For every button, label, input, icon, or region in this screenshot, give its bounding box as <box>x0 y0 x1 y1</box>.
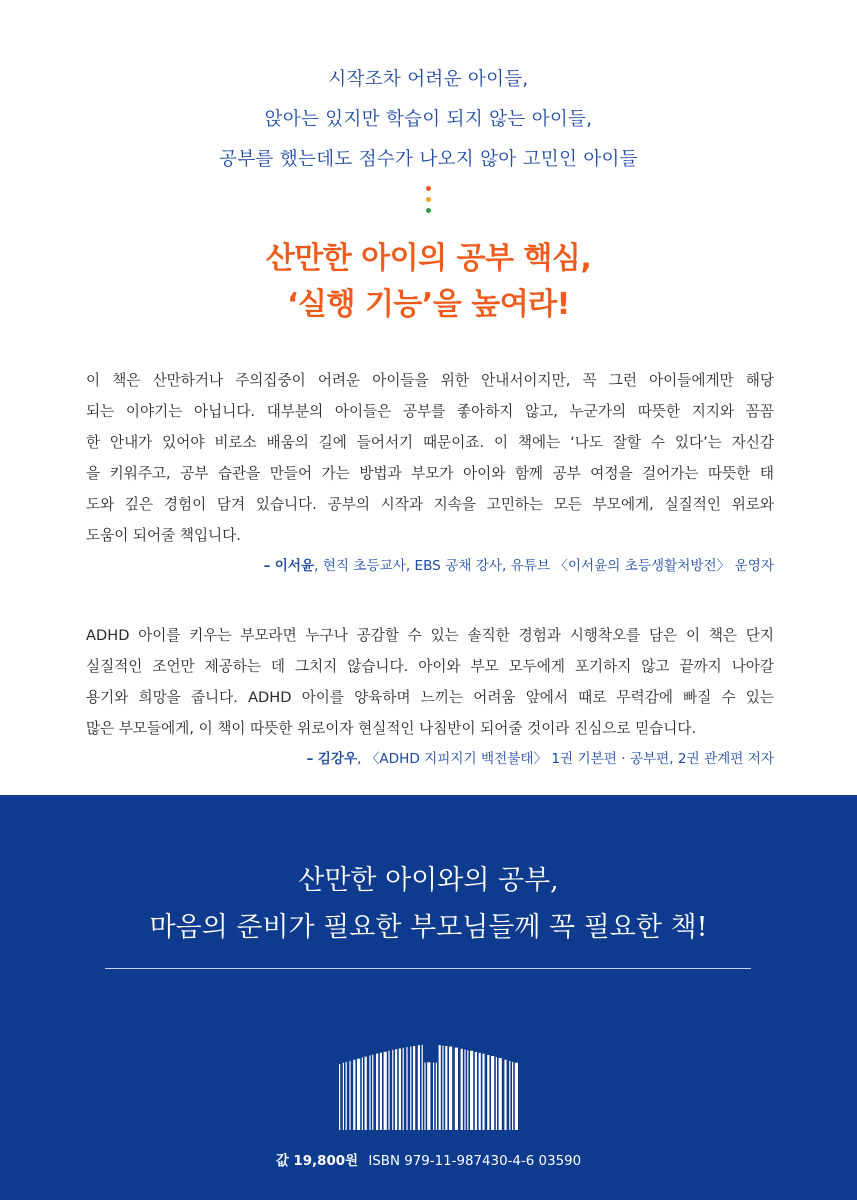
price-isbn <box>0 1150 857 1169</box>
barcode-bar <box>406 1047 407 1130</box>
barcode-bar <box>442 1046 443 1130</box>
review-line: 되는 이야기는 아닙니다. 대부분의 아이들은 공부를 좋아하지 않고, 누군가의 따뜻한 지지와 꼼꼼 <box>86 403 774 420</box>
review-line: 용기와 희망을 줍니다. ADHD 아이를 양육하며 느끼는 어려움 앞에서 때로 무력감에 빠질 수 있는 <box>86 689 774 706</box>
barcode-bar <box>499 1058 502 1130</box>
headline <box>0 236 857 328</box>
review-line: 이 책은 산만하거나 주의집중이 어려운 아이들을 위한 안내서이지만, 꼭 그런 아이들에게만 해당 <box>86 372 774 389</box>
barcode-bar <box>504 1060 506 1130</box>
barcode-bar <box>424 1063 425 1131</box>
review-line: 을 키워주고, 공부 습관을 만들어 가는 방법과 부모가 아이와 함께 공부 여정을 걸어가는 따뜻한 태 <box>86 465 774 482</box>
barcode-bar <box>376 1054 378 1130</box>
barcode-bar <box>512 1062 513 1130</box>
slogan <box>0 857 857 951</box>
barcode-bar <box>449 1047 452 1130</box>
dot-orange <box>426 186 431 191</box>
barcode-bar <box>482 1054 484 1130</box>
barcode-bar <box>427 1062 430 1130</box>
barcode-bar <box>369 1055 370 1130</box>
review-line: ADHD 아이를 키우는 부모라면 누구나 공감할 수 있는 솔직한 경험과 시행착오를 담은 이 책은 단지 <box>86 627 774 644</box>
barcode-bar <box>479 1053 481 1130</box>
barcode-bar <box>464 1050 465 1130</box>
barcode-bar <box>384 1052 387 1130</box>
barcode-bar <box>439 1045 441 1130</box>
barcode-bar <box>461 1049 463 1130</box>
dot-yellow <box>426 197 431 202</box>
barcode-bar <box>380 1053 382 1130</box>
review-line: 한 안내가 있어야 비로소 배움의 길에 들어서기 때문이죠. 이 책에는 ‘나도 잘할 수 있다’는 자신감 <box>86 434 774 451</box>
dot-green <box>426 208 431 213</box>
barcode-bar <box>491 1056 494 1130</box>
slogan-line: 산만한 아이와의 공부, <box>298 865 559 896</box>
barcode-bar <box>399 1049 401 1131</box>
barcode-bar <box>467 1050 468 1130</box>
review-attribution <box>86 746 774 772</box>
intro-text <box>0 60 857 180</box>
barcode-bar <box>436 1063 437 1130</box>
barcode-bar <box>422 1045 423 1130</box>
barcode-bar <box>353 1060 355 1130</box>
barcode-bar <box>496 1057 497 1130</box>
barcode-bar <box>346 1062 347 1130</box>
headline-line: ‘실행 기능’을 높여라! <box>287 287 570 322</box>
vertical-dots <box>424 186 432 219</box>
barcode-bar <box>392 1050 393 1130</box>
reviewer-name: 이서윤 <box>274 558 315 574</box>
review-line: 실질적인 조언만 제공하는 데 그치지 않습니다. 아이와 부모 모두에게 포기하지 않고 끝까지 나아갈 <box>86 658 774 675</box>
barcode-bar <box>410 1046 411 1130</box>
barcode-bar <box>418 1045 420 1130</box>
barcode-bar <box>349 1061 350 1130</box>
isbn-text: ISBN 979-11-987430-4-6 03590 <box>368 1154 582 1169</box>
bottom-section <box>0 795 857 1200</box>
barcode-bar <box>470 1051 473 1130</box>
barcode-bar <box>365 1057 367 1130</box>
intro-line: 공부를 했는데도 점수가 나오지 않아 고민인 아이들 <box>219 149 638 170</box>
reviewer-credit: , 〈ADHD 지피지기 백전불태〉 1권 기본편 · 공부편, 2권 관계편 저자 <box>357 751 774 767</box>
barcode-bar <box>339 1064 340 1130</box>
barcode-bar <box>433 1063 434 1131</box>
barcode-bar <box>487 1055 489 1130</box>
barcode-bar <box>372 1055 373 1130</box>
review-line: 도움이 되어줄 책입니다. <box>86 527 241 544</box>
barcode-bar <box>357 1059 360 1130</box>
review-line: 많은 부모들에게, 이 책이 따뜻한 위로이자 현실적인 나침반이 되어줄 것이라 진심으로 믿습니다. <box>86 720 697 737</box>
reviewer-name: 김강우 <box>317 751 358 767</box>
review-attribution <box>86 553 774 579</box>
barcode-bar <box>403 1048 404 1130</box>
divider <box>105 968 751 969</box>
barcode-bar <box>445 1046 447 1130</box>
barcode-bar <box>395 1049 397 1130</box>
headline-line: 산만한 아이의 공부 핵심, <box>265 241 592 276</box>
intro-line: 앉아는 있지만 학습이 되지 않는 아이들, <box>264 109 593 130</box>
review-1 <box>86 365 774 579</box>
slogan-line: 마음의 준비가 필요한 부모님들께 꼭 필요한 책! <box>149 912 708 943</box>
intro-line: 시작조차 어려운 아이들, <box>328 69 529 90</box>
barcode-bar <box>455 1048 458 1130</box>
review-line: 도와 깊은 경험이 담겨 있습니다. 공부의 시작과 지속을 고민하는 모든 부모에게, 실질적인 위로와 <box>86 496 774 513</box>
barcode-icon <box>339 1040 519 1130</box>
barcode-bar <box>475 1052 477 1130</box>
reviewer-credit: , 현직 초등교사, EBS 공채 강사, 유튜브 〈이서윤의 초등생활처방전〉 운영자 <box>314 558 774 574</box>
review-2 <box>86 620 774 772</box>
barcode-bar <box>343 1063 344 1130</box>
attribution-dash: – <box>306 751 314 767</box>
barcode-bar <box>515 1063 518 1130</box>
barcode-bar <box>413 1046 415 1130</box>
barcode-bar <box>509 1061 510 1130</box>
price-text: 값 19,800원 <box>275 1154 359 1169</box>
barcode-bar <box>362 1057 363 1130</box>
attribution-dash: – <box>263 558 271 574</box>
barcode-bar <box>388 1051 389 1130</box>
